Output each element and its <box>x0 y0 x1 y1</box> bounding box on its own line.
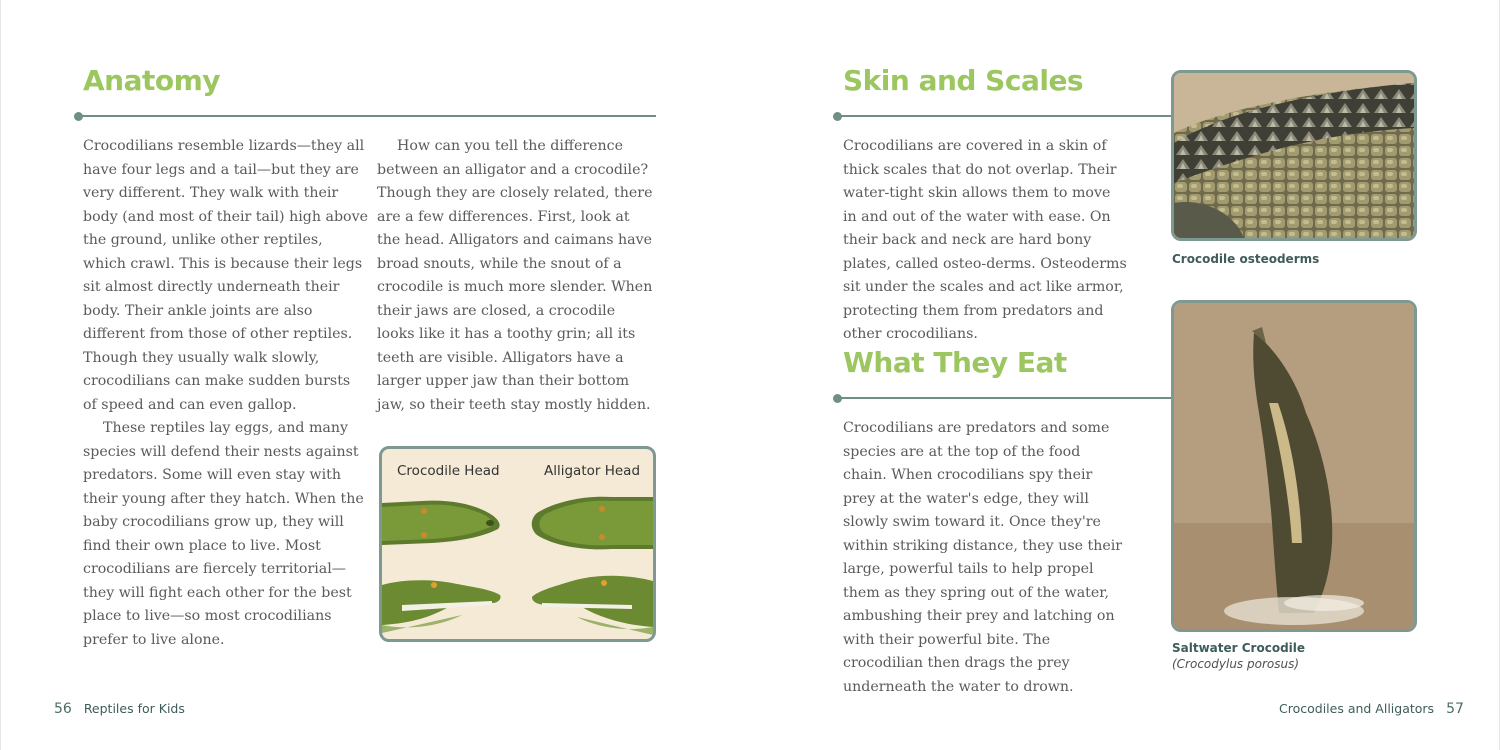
left-folio <box>54 701 185 717</box>
skin-paragraph: Crocodilians are covered in a skin of thick scales that do not overlap. Their water-tight skin allows them to move in and out of the water with ease. On their back and neck are hard bony plates, called osteo-derms. Osteoderms sit under the scales and act like armor, protecting them from predators and other crocodilians. <box>843 138 1127 342</box>
eat-paragraph: Crocodilians are predators and some species are at the top of the food chain. When crocodilians spy their prey at the water's edge, they will slowly swim toward it. Once they're within striking distance, they use their large, powerful tails to help propel them as they spring out of the water, ambushing their prey and latching on with their powerful bite. The crocodilian then drags the prey underneath the water to drown. <box>843 420 1123 695</box>
heading-what-they-eat: What They Eat <box>843 346 1067 379</box>
label-crocodile-head: Crocodile Head <box>397 463 500 479</box>
eat-column <box>843 417 1128 699</box>
anatomy-paragraph-1: Crocodilians resemble lizards—they all have four legs and a tail—but they are very different. They walk with their body (and most of their tail) high above the ground, unlike other reptiles, which crawl. This is because their legs sit almost directly underneath their body. Their ankle joints are also different from those of other reptiles. Though they usually walk slowly, crocodilians can make sudden bursts of speed and can even gallop. <box>83 138 368 413</box>
crocodile-side-view-icon <box>382 580 501 633</box>
osteoderms-image <box>1174 73 1414 238</box>
caption-osteoderms <box>1172 251 1319 267</box>
caption-osteoderms-text: Crocodile osteoderms <box>1172 252 1320 266</box>
caption-saltwater-latin: (Crocodylus porosus) <box>1172 657 1300 671</box>
right-page-number: 57 <box>1446 701 1464 717</box>
heading-rule <box>837 115 1174 117</box>
photo-saltwater-crocodile <box>1171 300 1417 632</box>
caption-saltwater-title: Saltwater Crocodile <box>1172 641 1306 655</box>
skin-column <box>843 135 1128 347</box>
photo-crocodile-osteoderms <box>1171 70 1417 241</box>
caption-saltwater-crocodile <box>1172 640 1305 672</box>
left-page-number: 56 <box>54 701 72 717</box>
anatomy-column-2 <box>377 135 653 417</box>
heading-anatomy: Anatomy <box>83 64 221 97</box>
heading-rule <box>837 397 1174 399</box>
left-running-title: Reptiles for Kids <box>83 701 185 716</box>
head-comparison-illustration <box>379 446 656 642</box>
left-edge <box>0 0 1 750</box>
label-alligator-head: Alligator Head <box>544 463 641 479</box>
heading-skin-and-scales: Skin and Scales <box>843 64 1084 97</box>
heading-rule <box>78 115 656 117</box>
anatomy-paragraph-3: How can you tell the difference between an alligator and a crocodile? Though they are closely related, there are a few differences. First, look at the head. Alligators and caimans have broad snouts, while the snout of a crocodile is much more slender. When their jaws are closed, a crocodile looks like it has a toothy grin; all its teeth are visible. Alligators have a larger upper jaw than their bottom jaw, so their teeth stay mostly hidden. <box>377 138 653 413</box>
heads-drawing <box>382 485 653 640</box>
alligator-top-view-icon <box>532 497 653 550</box>
alligator-side-view-icon <box>532 576 653 635</box>
crocodile-top-view-icon <box>382 501 500 545</box>
anatomy-paragraph-2: These reptiles lay eggs, and many species will defend their nests against predators. Some will even stay with their young after they hatch. When the baby crocodilians grow up, they will find their own place to live. Most crocodilians are fiercely territorial—they will fight each other for the best place to live—so most crocodilians prefer to live alone. <box>83 420 364 648</box>
right-folio <box>1279 701 1464 717</box>
right-running-title: Crocodiles and Alligators <box>1279 701 1435 716</box>
saltwater-crocodile-image <box>1174 303 1414 629</box>
anatomy-column-1 <box>83 135 368 652</box>
